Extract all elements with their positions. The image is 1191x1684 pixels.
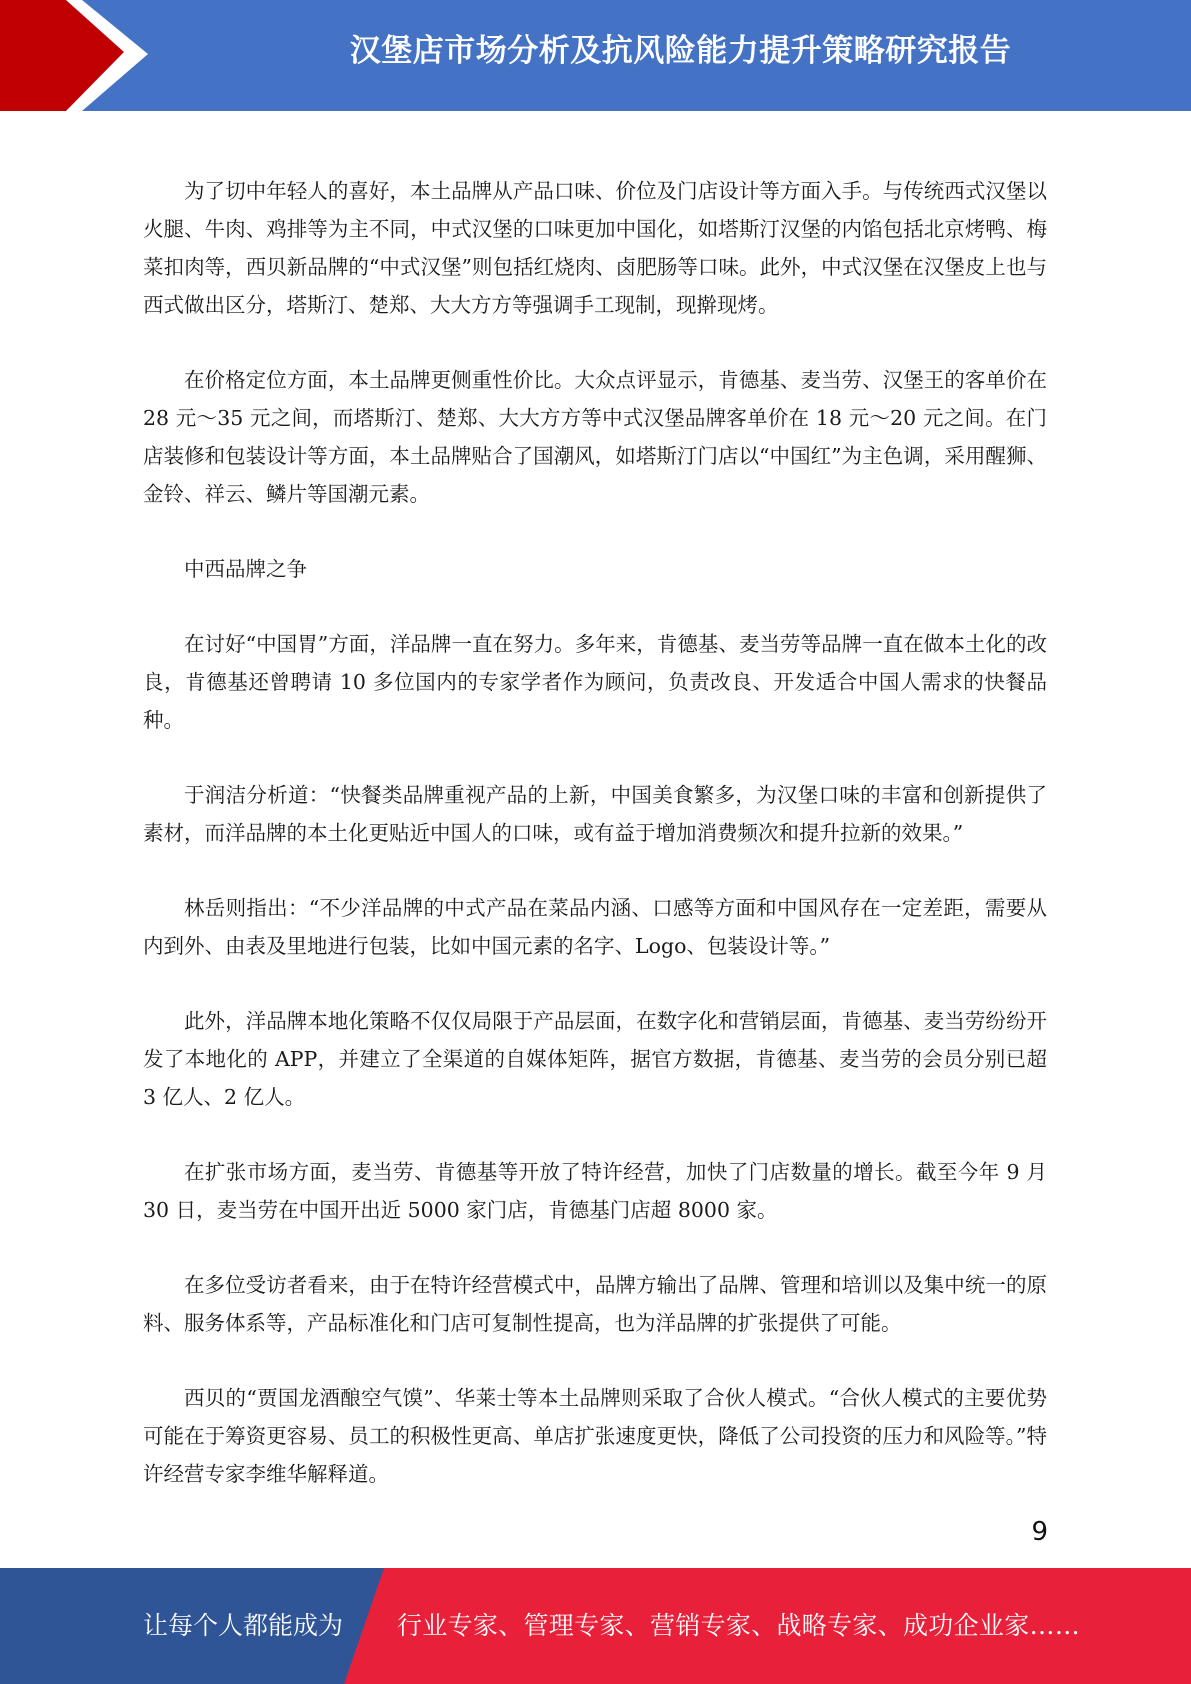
footer-slogan-right: 行业专家、管理专家、营销专家、战略专家、成功企业家…… [397,1611,1081,1640]
header-red-arrow [0,0,124,111]
paragraph-8: 在多位受访者看来，由于在特许经营模式中，品牌方输出了品牌、管理和培训以及集中统一的原料、服务体系等，产品标准化和门店可复制性提高，也为洋品牌的扩张提供了可能。 [143,1273,1047,1335]
paragraph-4: 于润洁分析道：“快餐类品牌重视产品的上新，中国美食繁多，为汉堡口味的丰富和创新提供了素材，而洋品牌的本土化更贴近中国人的口味，或有益于增加消费频次和提升拉新的效果。” [143,783,1047,845]
paragraph-7: 在扩张市场方面，麦当劳、肯德基等开放了特许经营，加快了门店数量的增长。截至今年 9 月 30 日，麦当劳在中国开出近 5000 家门店，肯德基门店超 8000 家。 [143,1160,1047,1222]
section-heading: 中西品牌之争 [184,557,307,581]
paragraph-6: 此外，洋品牌本地化策略不仅仅局限于产品层面，在数字化和营销层面，肯德基、麦当劳纷纷开发了本地化的 APP，并建立了全渠道的自媒体矩阵，据官方数据，肯德基、麦当劳的会员分别已超 3 亿人、2 亿人。 [143,1009,1047,1109]
footer-slogan-left: 让每个人都能成为 [143,1611,344,1640]
paragraph-3: 在讨好“中国胃”方面，洋品牌一直在努力。多年来，肯德基、麦当劳等品牌一直在做本土化的改良，肯德基还曾聘请 10 多位国内的专家学者作为顾问，负责改良、开发适合中国人需求的快餐品种。 [143,632,1047,732]
header-arrow-decoration [0,0,160,111]
footer-band [0,1568,1191,1684]
paragraph-2: 在价格定位方面，本土品牌更侧重性价比。大众点评显示，肯德基、麦当劳、汉堡王的客单价在 28 元～35 元之间，而塔斯汀、楚郑、大大方方等中式汉堡品牌客单价在 18 元～20 元之间。在门店装修和包装设计等方面，本土品牌贴合了国潮风，如塔斯汀门店以“中国红”为主色调，采用醒狮、金铃、祥云、鳞片等国潮元素。 [143,368,1047,506]
paragraph-1: 为了切中年轻人的喜好，本土品牌从产品口味、价位及门店设计等方面入手。与传统西式汉堡以火腿、牛肉、鸡排等为主不同，中式汉堡的口味更加中国化，如塔斯汀汉堡的内馅包括北京烤鸭、梅菜扣肉等，西贝新品牌的“中式汉堡”则包括红烧肉、卤肥肠等口味。此外，中式汉堡在汉堡皮上也与西式做出区分，塔斯汀、楚郑、大大方方等强调手工现制，现擀现烤。 [143,179,1047,317]
paragraph-5: 林岳则指出：“不少洋品牌的中式产品在菜品内涵、口感等方面和中国风存在一定差距，需要从内到外、由表及里地进行包装，比如中国元素的名字、Logo、包装设计等。” [143,896,1047,958]
header-band [0,0,1191,111]
paragraph-9: 西贝的“贾国龙酒酿空气馍”、华莱士等本土品牌则采取了合伙人模式。“合伙人模式的主要优势可能在于筹资更容易、员工的积极性更高、单店扩张速度更快，降低了公司投资的压力和风险等。”特许经营专家李维华解释道。 [143,1386,1047,1486]
page-number: 9 [1031,1517,1048,1547]
document-body [143,172,1047,1530]
document-header-title: 汉堡店市场分析及抗风险能力提升策略研究报告 [349,33,1012,69]
